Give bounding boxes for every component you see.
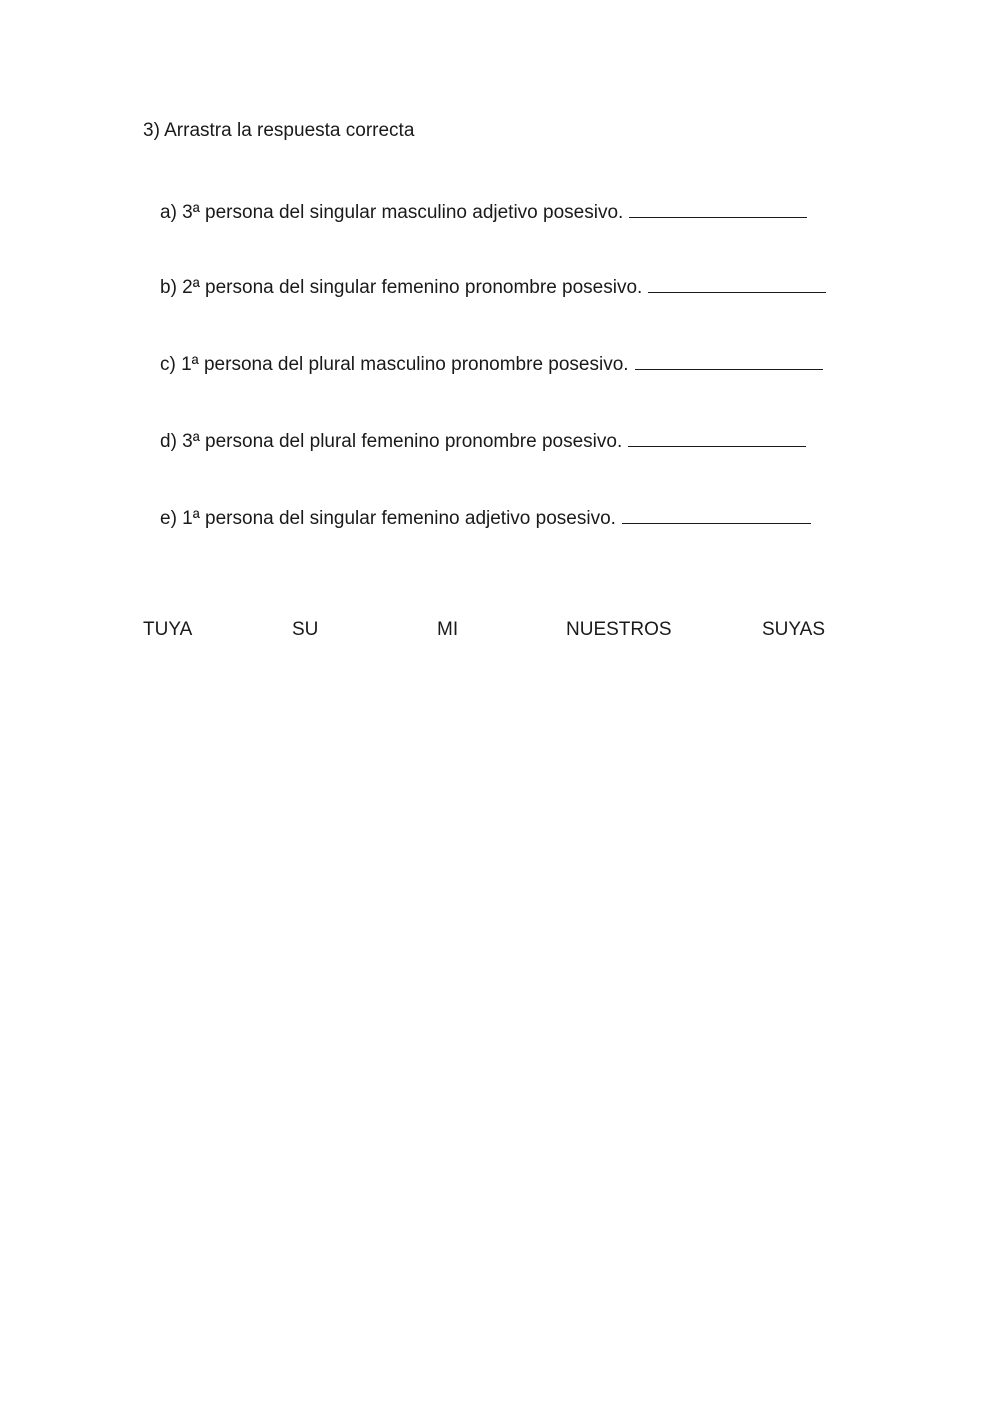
question-b-text: b) 2ª persona del singular femenino pronombre posesivo.: [160, 277, 643, 298]
question-e-text: e) 1ª persona del singular femenino adjetivo posesivo.: [160, 508, 616, 529]
answer-blank-d[interactable]: [628, 426, 806, 447]
question-c: [160, 349, 823, 377]
question-d: [160, 426, 806, 454]
question-a-text: a) 3ª persona del singular masculino adjetivo posesivo.: [160, 202, 624, 223]
draggable-word-mi[interactable]: MI: [437, 619, 459, 640]
draggable-word-su[interactable]: SU: [292, 619, 319, 640]
answer-blank-b[interactable]: [648, 272, 826, 293]
answer-blank-a[interactable]: [629, 197, 807, 218]
answer-blank-c[interactable]: [635, 349, 823, 370]
question-b: [160, 272, 826, 300]
answer-blank-e[interactable]: [622, 503, 811, 524]
question-d-text: d) 3ª persona del plural femenino pronombre posesivo.: [160, 431, 623, 452]
question-a: [160, 197, 807, 225]
draggable-word-suyas[interactable]: SUYAS: [762, 619, 826, 640]
draggable-word-nuestros[interactable]: NUESTROS: [566, 619, 672, 640]
instruction-heading: 3) Arrastra la respuesta correcta: [143, 120, 415, 141]
question-c-text: c) 1ª persona del plural masculino pronombre posesivo.: [160, 354, 629, 375]
draggable-word-tuya[interactable]: TUYA: [143, 619, 193, 640]
question-e: [160, 503, 811, 531]
